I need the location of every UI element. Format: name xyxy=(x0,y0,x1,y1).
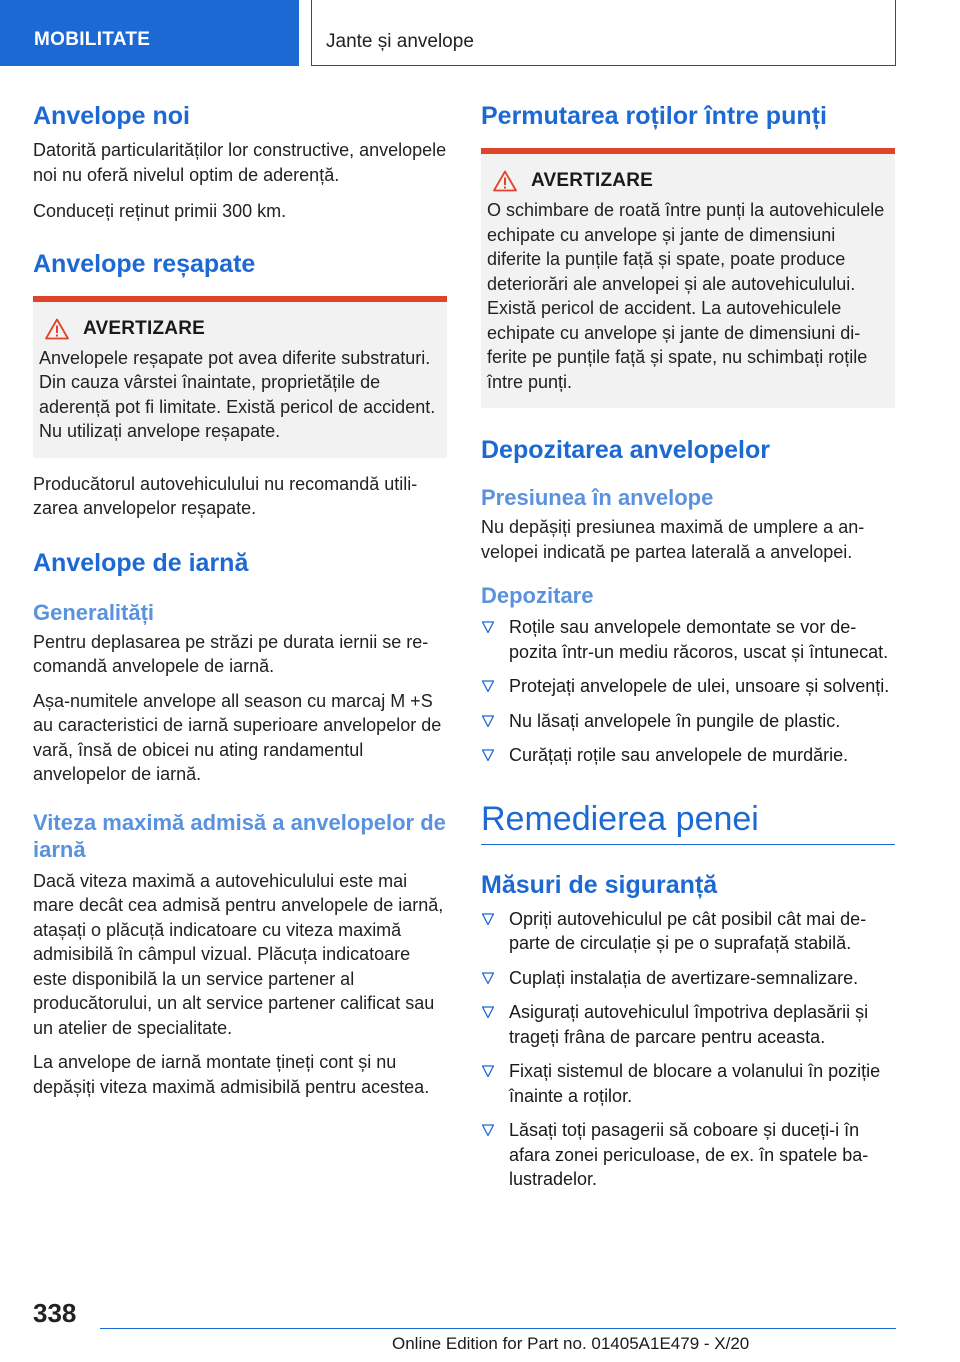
list-item-text: Fixați sistemul de blocare a volanului în poziție înainte a roților. xyxy=(509,1061,881,1106)
heading-winter-tires: Anvelope de iarnă xyxy=(33,548,249,577)
subheading-general: Generalități xyxy=(33,599,155,625)
bullet-triangle-icon xyxy=(481,679,495,693)
bullet-triangle-icon xyxy=(481,714,495,728)
storage-list xyxy=(481,615,895,768)
heading-tire-rotation: Permutarea roților între punți xyxy=(481,102,827,130)
bullet-triangle-icon xyxy=(481,971,495,985)
new-tires-paragraph-2: Conduceți reținut primii 300 km. xyxy=(33,201,287,221)
edition-text: Online Edition for Part no. 01405A1E479 - X/20 xyxy=(392,1334,750,1353)
bullet-triangle-icon xyxy=(481,912,495,926)
heading-divider xyxy=(481,844,895,845)
list-item xyxy=(481,743,895,768)
list-item-text: Opriți autovehiculul pe cât posibil cât mai departe de circulație și pe o suprafață stabilă. xyxy=(509,908,867,953)
list-item-text: Asigurați autovehiculul împotriva deplasării și trageți frâna de parcare pentru aceasta. xyxy=(509,1002,869,1047)
heading-safety-measures: Măsuri de siguranță xyxy=(481,870,718,899)
warning-label: AVERTIZARE xyxy=(531,170,653,191)
warning-triangle-icon xyxy=(45,318,69,340)
warning-label: AVERTIZARE xyxy=(83,317,205,339)
general-paragraph-2: Așa-numitele anvelope all season cu marcaj M +S au caracteristici de iarnă superioare anvelopelor de vară, însă de obicei nu ating randamentul anvelopelor de iarnă. xyxy=(33,690,442,784)
pressure-paragraph: Nu depășiți presiunea maximă de umplere a anvelopei indicată pe partea laterală a anvelopei. xyxy=(481,517,865,562)
retreaded-paragraph: Producătorul autovehiculului nu recomandă utilizarea anvelopelor reșapate. xyxy=(33,473,418,518)
subheading-tire-pressure: Presiunea în anvelope xyxy=(481,485,714,510)
warning-box-retreaded xyxy=(33,296,447,458)
list-item-text: Nu lăsați anvelopele în pungile de plastic. xyxy=(509,710,841,731)
list-item-text: Lăsați toți pasagerii să coboare și duceți-i în afara zonei periculoase, de ex. în spatele balustradelor. xyxy=(509,1120,869,1189)
heading-tire-storage: Depozitarea anvelopelor xyxy=(481,436,770,464)
bullet-triangle-icon xyxy=(481,1123,495,1137)
heading-retreaded-tires: Anvelope reșapate xyxy=(33,249,256,278)
list-item-text: Cuplați instalația de avertizare-semnalizare. xyxy=(509,967,859,988)
page-header xyxy=(0,0,960,66)
bullet-triangle-icon xyxy=(481,1064,495,1078)
list-item-text: Protejați anvelopele de ulei, unsoare și solvenți. xyxy=(509,676,890,696)
bullet-triangle-icon xyxy=(481,748,495,762)
warning-text: Anvelopele reșapate pot avea diferite substraturi. Din cauza vârstei înaintate, proprietățile de aderență pot fi limitate. Există pericol de accident. Nu utilizați anvelope reșapate. xyxy=(39,347,436,441)
left-column xyxy=(33,100,447,1099)
list-item xyxy=(481,709,895,734)
warning-text: O schimbare de roată între punți la autovehiculele echipate cu anvelope și jante de dimensiuni diferite la punțile față și spate, poate produce deteriorări ale anvelopei și ale autovehiculului. Există pericol de accident. La autovehiculele echipate cu anvelope și jante de dimensiuni diferite pe punțile față și spate, nu schimbați roțile între punți. xyxy=(487,200,885,392)
bullet-triangle-icon xyxy=(481,620,495,634)
general-paragraph-1: Pentru deplasarea pe străzi pe durata iernii se recomandă anvelopele de iarnă. xyxy=(33,631,429,676)
list-item xyxy=(481,1118,895,1192)
list-item xyxy=(481,1000,895,1049)
subheading-storage: Depozitare xyxy=(481,583,594,608)
subheading-max-speed: Viteza maximă admisă a anvelopelor de iarnă xyxy=(33,809,446,862)
list-item-text: Roțile sau anvelopele demontate se vor depozita într-un mediu răcoros, uscat și întunecat. xyxy=(509,617,889,662)
page-number: 338 xyxy=(33,1298,77,1328)
warning-box-rotation xyxy=(481,148,895,408)
page-footer xyxy=(0,1290,960,1362)
bullet-triangle-icon xyxy=(481,1005,495,1019)
warning-header xyxy=(39,318,439,340)
list-item xyxy=(481,907,895,956)
right-column xyxy=(481,100,895,1192)
section-title: MOBILITATE xyxy=(34,29,151,50)
list-item xyxy=(481,674,895,699)
list-item-text: Curățați roțile sau anvelopele de murdărie. xyxy=(509,745,849,765)
chapter-tab xyxy=(311,0,896,66)
chapter-title: Jante și anvelope xyxy=(326,31,474,52)
list-item xyxy=(481,615,895,664)
list-item xyxy=(481,1059,895,1108)
new-tires-paragraph-1: Datorită particularităților lor constructive, anvelopele noi nu oferă nivelul optim de aderență. xyxy=(33,140,447,185)
section-tab xyxy=(0,0,299,66)
warning-triangle-icon xyxy=(493,170,517,192)
list-item xyxy=(481,966,895,991)
heading-new-tires: Anvelope noi xyxy=(33,102,190,130)
max-speed-paragraph-2: La anvelope de iarnă montate țineți cont și nu depășiți viteza maximă admisibilă pentru acestea. xyxy=(33,1052,430,1097)
max-speed-paragraph-1: Dacă viteza maximă a autovehiculului este mai mare decât cea admisă pentru anvelopele de iarnă, atașați o plăcuță indicatoare cu viteza maximă admisibilă în câmpul vizual. Plăcuța indicatoare este disponibilă la un service partener al producătorului, un alt service partener calificat sau un atelier de specialitate. xyxy=(33,870,444,1038)
footer-divider xyxy=(100,1328,896,1329)
heading-puncture-repair: Remedierea penei xyxy=(481,799,759,838)
safety-list xyxy=(481,907,895,1192)
warning-header xyxy=(487,170,887,192)
